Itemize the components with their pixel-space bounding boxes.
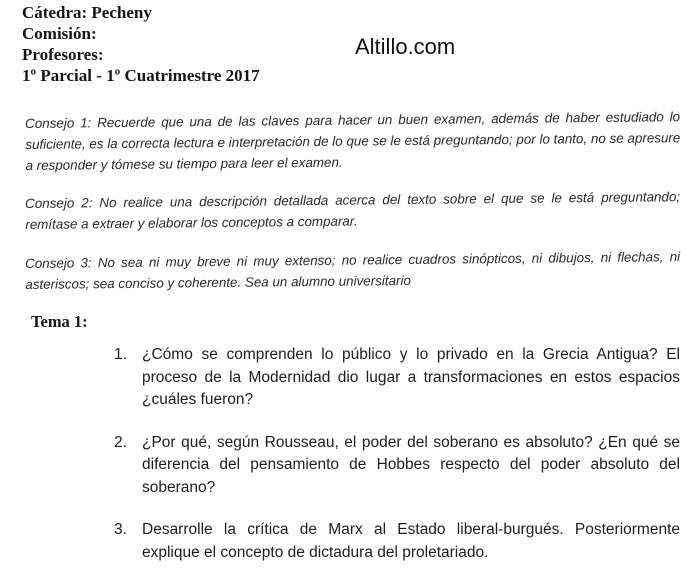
question-item [108,432,680,500]
advice-2: Consejo 2: No realice una descripción detallada acerca del texto sobre el que se le está preguntando; remítase a extraer y elaborar los conceptos a comparar. [25,189,681,233]
parcial-line: 1º Parcial - 1º Cuatrimestre 2017 [22,66,260,85]
watermark-logo: Altillo.com [355,34,456,59]
question-text: ¿Cómo se comprenden lo público y lo privado en la Grecia Antigua? El proceso de la Modernidad dio lugar a transformaciones en estos espacios ¿cuáles fueron? [142,346,680,408]
advice-1: Consejo 1: Recuerde que una de las claves para hacer un buen examen, además de haber estudiado lo suficiente, es la correcta lectura e interpretación de lo que se le está preguntando; por lo tanto, no se apresure a responder y tómese su tiempo para leer el examen. [25,109,681,174]
advice-3: Consejo 3: No sea ni muy breve ni muy extenso; no realice cuadros sinópticos, ni dibujos, ni flechas, ni asteriscos; sea conciso y coherente. Sea un alumno universitario [25,249,681,293]
catedra-line: Cátedra: Pecheny [22,3,152,22]
question-item [108,519,680,564]
question-text: ¿Por qué, según Rousseau, el poder del soberano es absoluto? ¿En qué se diferencia del pensamiento de Hobbes respecto del poder absoluto del soberano? [142,433,680,496]
question-text: Desarrolle la crítica de Marx al Estado liberal-burgués. Posteriormente explique el concepto de dictadura del proletariado. [142,521,680,561]
question-list [108,344,680,584]
comision-line: Comisión: [22,24,97,43]
question-number: 2. [114,433,127,451]
question-number: 3. [114,521,127,538]
question-item [108,344,680,412]
exam-header [22,2,260,86]
question-number: 1. [114,346,127,363]
profesores-line: Profesores: [22,45,104,64]
tema-heading: Tema 1: [31,312,88,331]
